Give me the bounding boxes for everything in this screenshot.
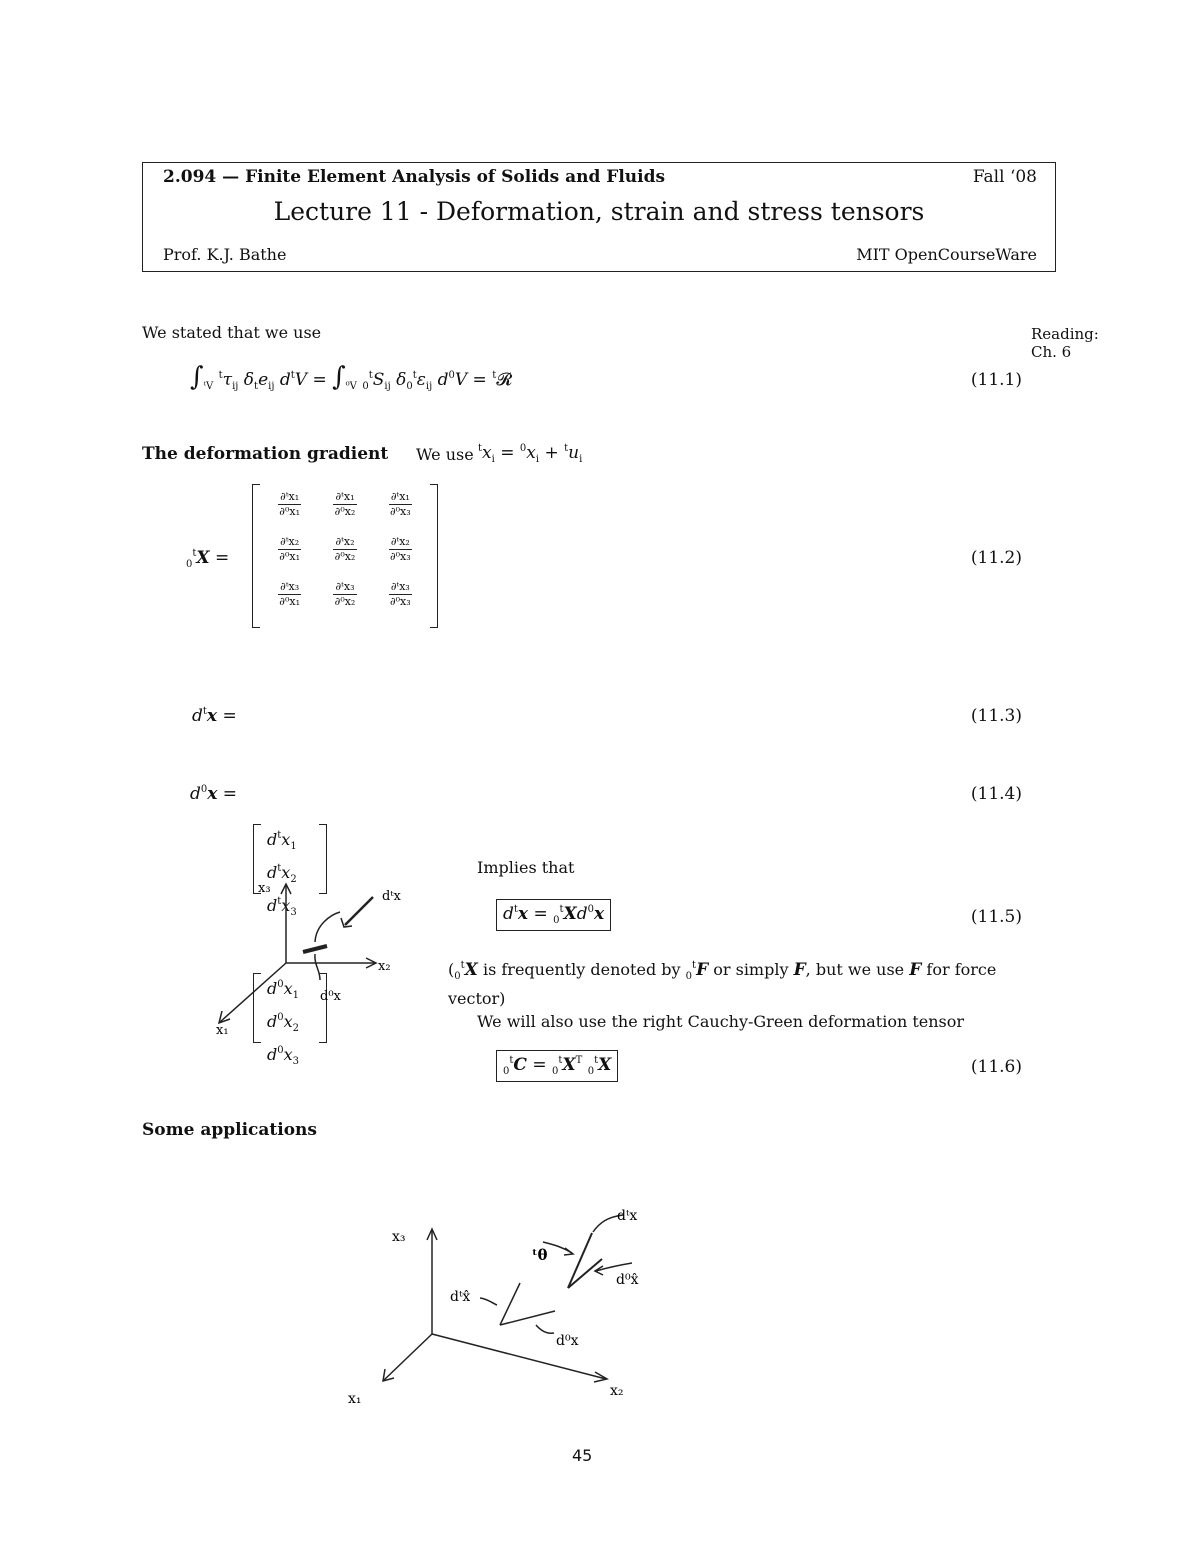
current-element-vector: $d^tx_1$ $d^tx_2$ $d^tx_3$: [253, 824, 327, 894]
vector-label: d⁰x: [320, 989, 341, 1004]
equation-number: (11.3): [970, 706, 1022, 726]
axis-label: x₁: [348, 1391, 362, 1407]
vector-label: d⁰x̂: [616, 1272, 639, 1288]
professor-name: Prof. K.J. Bathe: [163, 245, 287, 264]
intro-text: We stated that we use: [142, 323, 322, 342]
equation-virtual-work: $\int_{ᵗV}$ $^t\tau_{ij}$ $\delta_te_{ij}$ $d^tV = \int_{^0V}$ $_0^tS_{ij}$ $\delta_0^t\varepsilon_{ij}$ $d^0V$ = $^t$𝓡: [190, 362, 513, 392]
deformation-gradient-symbol: $_0^t$X =: [186, 548, 230, 570]
displacement-relation: $^tx_i = ^0x_i + ^tu_i$: [478, 443, 583, 465]
term-label: Fall ‘08: [972, 167, 1037, 187]
implies-text: Implies that: [477, 858, 575, 877]
course-title: 2.094 — Finite Element Analysis of Solids and Fluids: [163, 167, 666, 187]
source-label: MIT OpenCourseWare: [856, 245, 1037, 264]
notation-note-text: for force vector): [448, 960, 997, 1008]
notation-note-text: is frequently denoted by: [482, 960, 681, 979]
cauchy-green-text: We will also use the right Cauchy-Green deformation tensor: [477, 1012, 965, 1031]
axis-label: x₂: [610, 1383, 624, 1399]
vector-label: dᵗx: [382, 889, 401, 904]
lecture-header: [142, 162, 1056, 272]
deformation-sketch-2: [340, 1195, 670, 1410]
deformation-sketch-1: [190, 870, 430, 1045]
equation-number: (11.5): [970, 907, 1022, 927]
vector-label: dᵗx: [617, 1208, 638, 1224]
original-element-symbol: $d^0x$ =: [190, 784, 238, 804]
section-lead-text: We use: [416, 445, 474, 464]
axis-label: x₂: [378, 959, 391, 974]
section-heading: Some applications: [142, 1120, 317, 1140]
reading-note-line2: Ch. 6: [1031, 343, 1072, 361]
vector-label: dᵗx̂: [450, 1289, 471, 1305]
equation-cauchy-green: $_0^tC = _0^tX^T$ $_0^t$X: [496, 1050, 618, 1082]
axis-label: x₃: [392, 1229, 406, 1245]
axis-label: x₁: [216, 1023, 229, 1038]
lecture-title: Lecture 11 - Deformation, strain and stress tensors: [273, 197, 925, 226]
reading-note-line1: Reading:: [1031, 325, 1099, 343]
angle-label: ᵗθ: [532, 1246, 548, 1264]
equation-number: (11.6): [970, 1057, 1022, 1077]
equation-number: (11.4): [970, 784, 1022, 804]
current-element-symbol: $d^tx$ =: [192, 706, 237, 726]
equation-number: (11.2): [970, 548, 1022, 568]
original-element-vector: $d^0x_1$ $d^0x_2$ $d^0x_3$: [253, 973, 327, 1043]
notation-note-text: or simply: [713, 960, 789, 979]
notation-note: ($_0^tX$ is frequently denoted by $_0^t$F or simply F, but we use F for force vector): [448, 960, 997, 1008]
deformation-gradient-matrix: $\frac{\text{∂ᵗx₁}}{\text{∂⁰x₁}}$ $\frac{\text{∂ᵗx₁}}{\text{∂⁰x₂}}$ $\frac{\text{∂ᵗx₁}}{\text{∂⁰x₃}}$ $\frac{\text{∂ᵗx₂}}{\text{∂⁰x₁}}$ $\frac{\text{∂ᵗx₂}}{\text{∂⁰x₂}}$ $\frac{\text{∂ᵗx₂}}{\text{∂⁰x₃}}$ $\frac{\text{∂ᵗx₃}}{\text{∂⁰x₁}}$ $\frac{\text{∂ᵗx₃}}{\text{∂⁰x₂}}$ $\frac{\text{∂ᵗx₃}}{\text{∂⁰x₃}}$: [252, 484, 438, 628]
notation-note-text: , but we use: [805, 960, 905, 979]
section-heading: The deformation gradient: [142, 444, 389, 464]
page-number: 45: [572, 1446, 593, 1465]
axis-label: x₃: [258, 881, 271, 896]
vector-label: d⁰x: [556, 1333, 579, 1349]
equation-number: (11.1): [970, 370, 1022, 390]
equation-deformation-map: $d^tx = _0^tXd^0x$: [496, 899, 611, 931]
